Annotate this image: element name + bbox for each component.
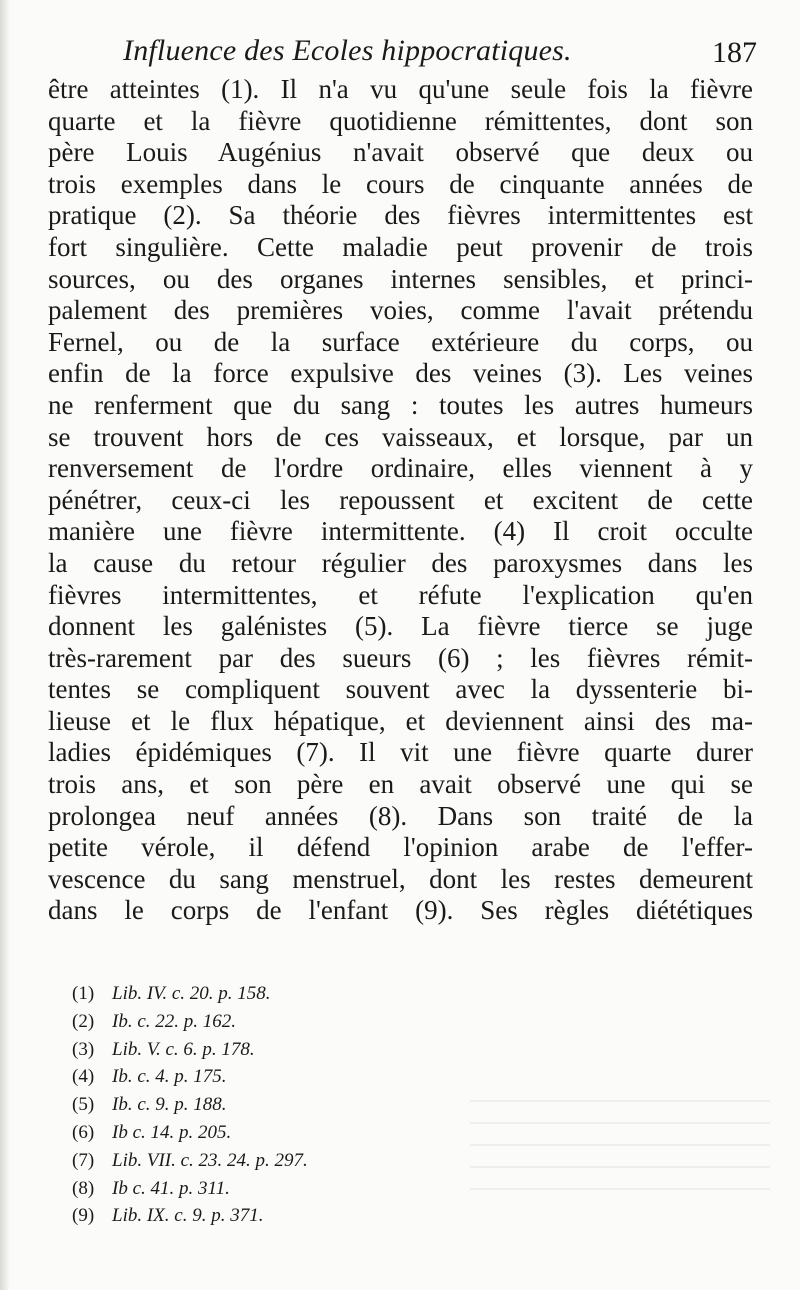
text-line: ne renferment que du sang : toutes les autres humeurs — [48, 389, 753, 420]
text-line: ladies épidémiques (7). Il vit une fièvre quarte durer — [48, 737, 753, 768]
footnote-number: (5) — [72, 1094, 95, 1116]
page-number: 187 — [712, 36, 757, 69]
footnote — [72, 1063, 492, 1091]
footnote-number: (8) — [72, 1177, 95, 1199]
footnote-reference: Lib. V. c. 6. p. 178. — [112, 1038, 255, 1060]
text-line: lieuse et le flux hépatique, et deviennent ainsi des ma- — [48, 705, 753, 736]
running-title: Influence des Ecoles hippocratiques. — [123, 34, 572, 67]
text-line: la cause du retour régulier des paroxysmes dans les — [48, 547, 753, 578]
footnote — [72, 1036, 492, 1064]
footnote-reference: Ib c. 41. p. 311. — [112, 1177, 230, 1199]
text-line: se trouvent hors de ces vaisseaux, et lorsque, par un — [48, 421, 753, 452]
footnote-number: (4) — [72, 1066, 95, 1088]
text-line: trois exemples dans le cours de cinquante années de — [48, 168, 753, 199]
footnote — [72, 1008, 492, 1036]
footnote-number: (1) — [72, 983, 95, 1004]
text-line: fort singulière. Cette maladie peut provenir de trois — [48, 231, 753, 262]
footnotes — [72, 980, 492, 1230]
footnote-reference: Lib. IV. c. 20. p. 158. — [112, 983, 271, 1004]
text-line: tentes se compliquent souvent avec la dyssenterie bi- — [48, 674, 753, 705]
text-line: pratique (2). Sa théorie des fièvres intermittentes est — [48, 200, 753, 231]
footnote-reference: Ib. c. 22. p. 162. — [112, 1010, 237, 1032]
footnote — [72, 1175, 492, 1203]
body-text — [48, 74, 753, 927]
page-header — [95, 34, 765, 74]
footnote-reference: Ib c. 14. p. 205. — [112, 1121, 232, 1143]
text-line: donnent les galénistes (5). La fièvre tierce se juge — [48, 611, 753, 642]
footnote — [72, 1091, 492, 1119]
text-line: manière une fièvre intermittente. (4) Il croit occulte — [48, 516, 753, 547]
text-line: pénétrer, ceux-ci les repoussent et excitent de cette — [48, 484, 753, 515]
text-line: trois ans, et son père en avait observé une qui se — [48, 769, 753, 800]
text-line: vescence du sang menstruel, dont les restes demeurent — [48, 863, 753, 894]
show-through-text — [470, 1080, 770, 1200]
footnote-number: (9) — [72, 1205, 95, 1227]
page-gutter-shadow — [0, 0, 10, 1290]
footnote-number: (3) — [72, 1038, 95, 1060]
text-line: être atteintes (1). Il n'a vu qu'une seule fois la fièvre — [48, 74, 753, 104]
footnote-number: (2) — [72, 1010, 95, 1032]
footnote-reference: Ib. c. 9. p. 188. — [112, 1094, 227, 1116]
footnote-reference: Ib. c. 4. p. 175. — [112, 1066, 227, 1088]
text-line: petite vérole, il défend l'opinion arabe de l'effer- — [48, 832, 753, 863]
text-line: prolongea neuf années (8). Dans son traité de la — [48, 800, 753, 831]
text-line: fièvres intermittentes, et réfute l'explication qu'en — [48, 579, 753, 610]
footnote-number: (7) — [72, 1149, 95, 1171]
footnote-reference: Lib. IX. c. 9. p. 371. — [112, 1205, 264, 1227]
text-line: père Louis Augénius n'avait observé que deux ou — [48, 137, 753, 168]
text-line: renversement de l'ordre ordinaire, elles viennent à y — [48, 453, 753, 484]
footnote-reference: Lib. VII. c. 23. 24. p. 297. — [112, 1149, 308, 1171]
footnote — [72, 1119, 492, 1147]
text-line: dans le corps de l'enfant (9). Ses règles diététiques — [48, 895, 753, 926]
footnote — [72, 980, 492, 1008]
footnote — [72, 1147, 492, 1175]
text-line: enfin de la force expulsive des veines (3). Les veines — [48, 358, 753, 389]
footnote — [72, 1202, 492, 1230]
text-line: palement des premières voies, comme l'avait prétendu — [48, 295, 753, 326]
footnote-number: (6) — [72, 1121, 95, 1143]
text-line: quarte et la fièvre quotidienne rémittentes, dont son — [48, 105, 753, 136]
text-line: très-rarement par des sueurs (6) ; les fièvres rémit- — [48, 642, 753, 673]
text-line: sources, ou des organes internes sensibles, et princi- — [48, 263, 753, 294]
text-line: Fernel, ou de la surface extérieure du corps, ou — [48, 326, 753, 357]
